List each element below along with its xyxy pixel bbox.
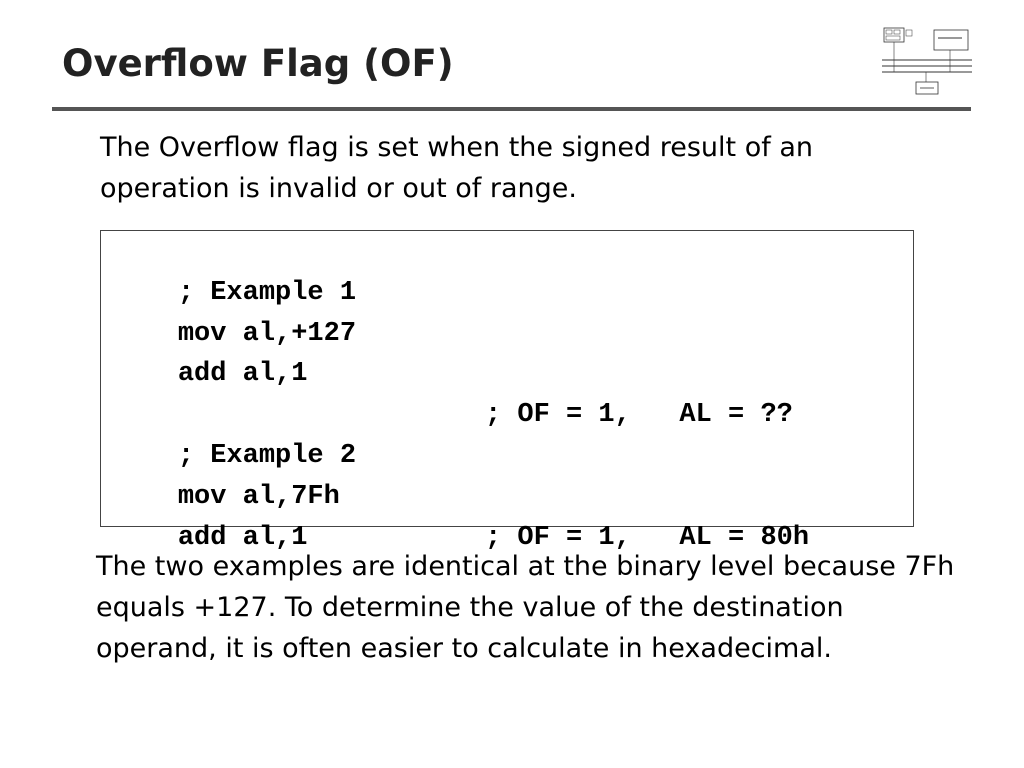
code-line [113, 477, 308, 553]
code-text: add al,1 [177, 523, 308, 553]
explanation-paragraph: The two examples are identical at the binary level because 7Fh equals +127. To determine the value of the destination operand, it is often easier to calculate in hexadecimal. [96, 551, 955, 664]
code-text: mov al,7Fh [177, 482, 340, 512]
code-text: add al,1 [177, 359, 308, 389]
code-line [113, 395, 357, 471]
computer-architecture-diagram-icon [882, 26, 972, 96]
code-line [113, 232, 357, 308]
code-text: mov al,+127 [177, 319, 357, 349]
code-text: ; Example 2 [177, 441, 357, 471]
title-divider [52, 107, 971, 111]
slide-title: Overflow Flag (OF) [62, 42, 454, 85]
code-example-box [100, 230, 914, 553]
code-comment: ; OF = 1, AL = 80h [485, 523, 810, 553]
code-comment: ; OF = 1, AL = ?? [485, 400, 793, 430]
code-text: ; Example 1 [177, 278, 357, 308]
intro-paragraph: The Overflow flag is set when the signed result of an operation is invalid or out of range. [100, 132, 813, 204]
code-line [113, 313, 903, 430]
code-line [113, 273, 357, 349]
